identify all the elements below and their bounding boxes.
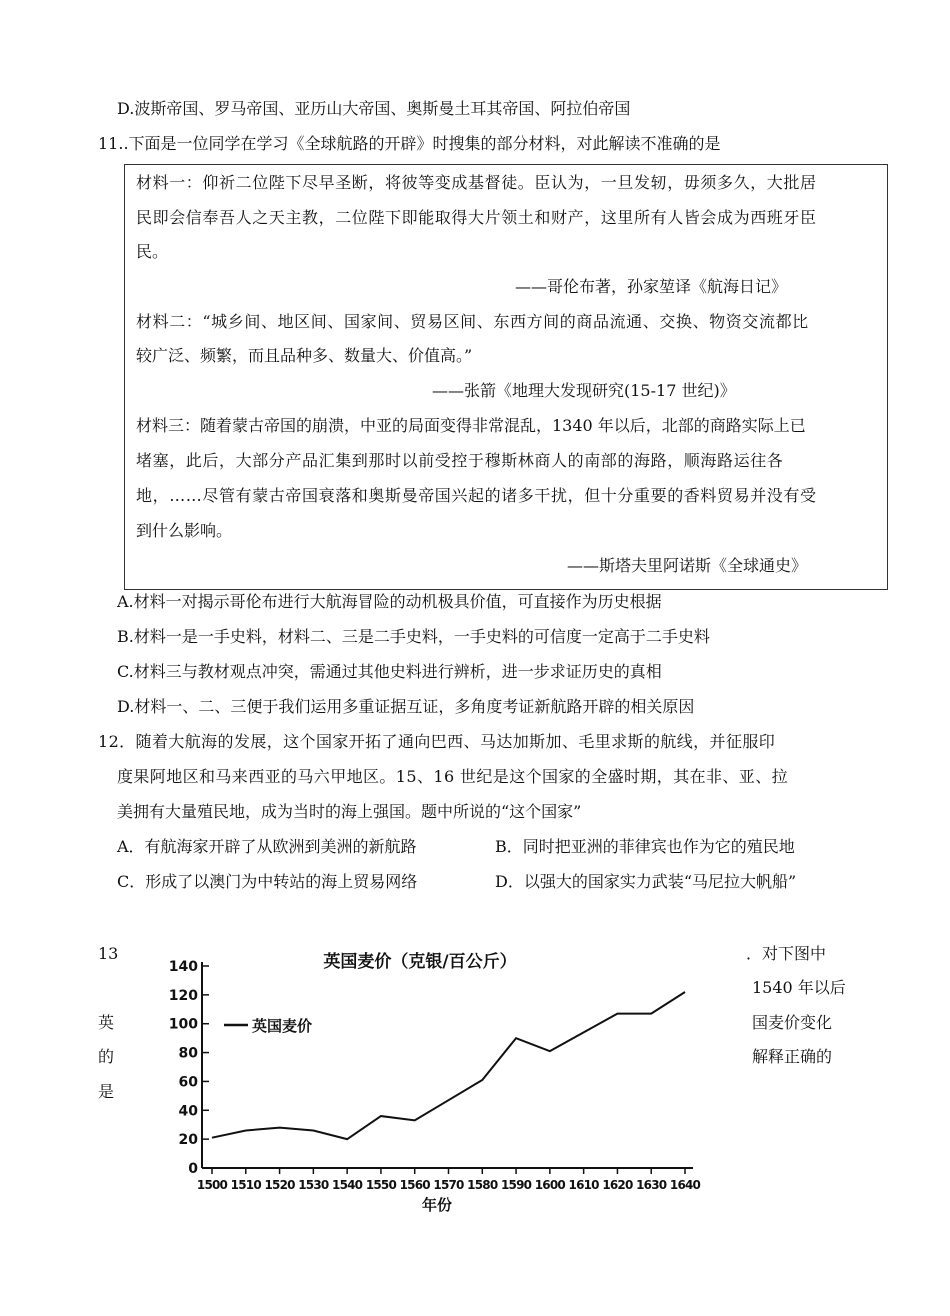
chart-title: 英国麦价（克银/百公斤） bbox=[323, 952, 517, 972]
x-tick-label: 1570 bbox=[433, 1178, 464, 1192]
y-tick-label: 60 bbox=[178, 1074, 198, 1091]
q11-option-c: C.材料三与教材观点冲突，需通过其他史料进行辨析，进一步求证历史的真相 bbox=[117, 662, 662, 681]
x-tick-label: 1530 bbox=[298, 1178, 329, 1192]
y-tick-label: 80 bbox=[178, 1045, 198, 1062]
x-tick-label: 1630 bbox=[636, 1178, 667, 1192]
legend-label: 英国麦价 bbox=[252, 1017, 313, 1035]
y-tick-label: 120 bbox=[168, 987, 198, 1004]
q11-m1-line: 民即会信奉吾人之天主教，二位陛下即能取得大片领土和财产，这里所有人皆会成为西班牙臣 bbox=[136, 208, 817, 227]
q11-stem: 11..下面是一位同学在学习《全球航路的开辟》时搜集的部分材料，对此解读不准确的是 bbox=[98, 134, 721, 153]
q12-stem-line: 美拥有大量殖民地，成为当时的海上强国。题中所说的“这个国家” bbox=[117, 802, 582, 821]
q11-m3-source: ——斯塔夫里阿诺斯《全球通史》 bbox=[567, 556, 808, 575]
q13-left-char: 是 bbox=[98, 1082, 115, 1101]
series-line-wheat-price bbox=[212, 992, 685, 1139]
y-tick-label: 20 bbox=[178, 1132, 198, 1149]
x-tick-label: 1590 bbox=[500, 1178, 532, 1192]
x-axis-label: 年份 bbox=[421, 1196, 453, 1214]
q13-right-line: 1540 年以后 bbox=[752, 978, 846, 997]
q11-m3-line: 材料三：随着蒙古帝国的崩溃，中亚的局面变得非常混乱，1340 年以后，北部的商路实际上已 bbox=[136, 416, 806, 435]
wheat-price-chart bbox=[160, 940, 730, 1225]
q11-m3-line: 堵塞，此后，大部分产品汇集到那时以前受控于穆斯林商人的南部的海路，顺海路运往各 bbox=[136, 451, 784, 470]
x-tick-label: 1600 bbox=[534, 1178, 565, 1192]
q13-right-line: 国麦价变化 bbox=[752, 1013, 833, 1032]
q12-option-d: D．以强大的国家实力武装“马尼拉大帆船” bbox=[495, 872, 797, 891]
q11-m2-line: 材料二：“城乡间、地区间、国家间、贸易区间、东西方间的商品流通、交换、物资交流都比 bbox=[136, 312, 809, 331]
q11-m2-line: 较广泛、频繁，而且品种多、数量大、价值高。” bbox=[136, 346, 473, 365]
q11-m1-source: ——哥伦布著，孙家堃译《航海日记》 bbox=[515, 277, 788, 296]
x-tick-label: 1540 bbox=[332, 1178, 363, 1192]
q13-number: 13 bbox=[98, 944, 119, 963]
x-tick-label: 1520 bbox=[264, 1178, 295, 1192]
q11-m1-line: 民。 bbox=[136, 242, 169, 261]
x-tick-label: 1640 bbox=[669, 1178, 701, 1192]
y-tick-label: 100 bbox=[168, 1016, 198, 1033]
x-tick-label: 1500 bbox=[196, 1178, 228, 1192]
q11-option-d: D.材料一、二、三便于我们运用多重证据互证，多角度考证新航路开辟的相关原因 bbox=[117, 697, 695, 716]
y-tick-label: 140 bbox=[168, 959, 198, 975]
x-tick-label: 1610 bbox=[568, 1178, 599, 1192]
y-tick-label: 0 bbox=[188, 1161, 198, 1177]
x-tick-label: 1510 bbox=[230, 1178, 261, 1192]
y-tick-label: 40 bbox=[178, 1103, 198, 1120]
x-tick-label: 1580 bbox=[467, 1178, 498, 1192]
x-tick-label: 1620 bbox=[602, 1178, 633, 1192]
q13-right-line: ．对下图中 bbox=[746, 944, 827, 963]
q11-m3-line: 地，……尽管有蒙古帝国衰落和奥斯曼帝国兴起的诸多干扰，但十分重要的香料贸易并没有受 bbox=[136, 486, 817, 505]
q11-m3-line: 到什么影响。 bbox=[136, 521, 233, 540]
q11-option-b: B.材料一是一手史料，材料二、三是二手史料，一手史料的可信度一定高于二手史料 bbox=[117, 627, 710, 646]
prev-option-d: D.波斯帝国、罗马帝国、亚历山大帝国、奥斯曼土耳其帝国、阿拉伯帝国 bbox=[117, 99, 631, 118]
q11-m2-source: ——张箭《地理大发现研究(15-17 世纪)》 bbox=[432, 381, 736, 400]
q11-option-a: A.材料一对揭示哥伦布进行大航海冒险的动机极具价值，可直接作为历史根据 bbox=[117, 592, 662, 611]
x-tick-label: 1560 bbox=[399, 1178, 430, 1192]
x-tick-label: 1550 bbox=[365, 1178, 397, 1192]
q13-right-line: 解释正确的 bbox=[752, 1047, 833, 1066]
q13-left-char: 的 bbox=[98, 1047, 115, 1066]
q13-left-char: 英 bbox=[98, 1013, 115, 1032]
q12-option-a: A．有航海家开辟了从欧洲到美洲的新航路 bbox=[117, 837, 417, 856]
q11-m1-line: 材料一：仰祈二位陛下尽早圣断，将彼等变成基督徒。臣认为，一旦发轫，毋须多久，大批居 bbox=[136, 173, 817, 192]
q12-option-c: C．形成了以澳门为中转站的海上贸易网络 bbox=[117, 872, 418, 891]
q12-stem-line: 度果阿地区和马来西亚的马六甲地区。15、16 世纪是这个国家的全盛时期，其在非、亚、拉 bbox=[117, 767, 789, 786]
q12-stem-line: 12．随着大航海的发展，这个国家开拓了通向巴西、马达加斯加、毛里求斯的航线，并征服印 bbox=[98, 732, 776, 751]
q12-option-b: B．同时把亚洲的菲律宾也作为它的殖民地 bbox=[495, 837, 795, 856]
